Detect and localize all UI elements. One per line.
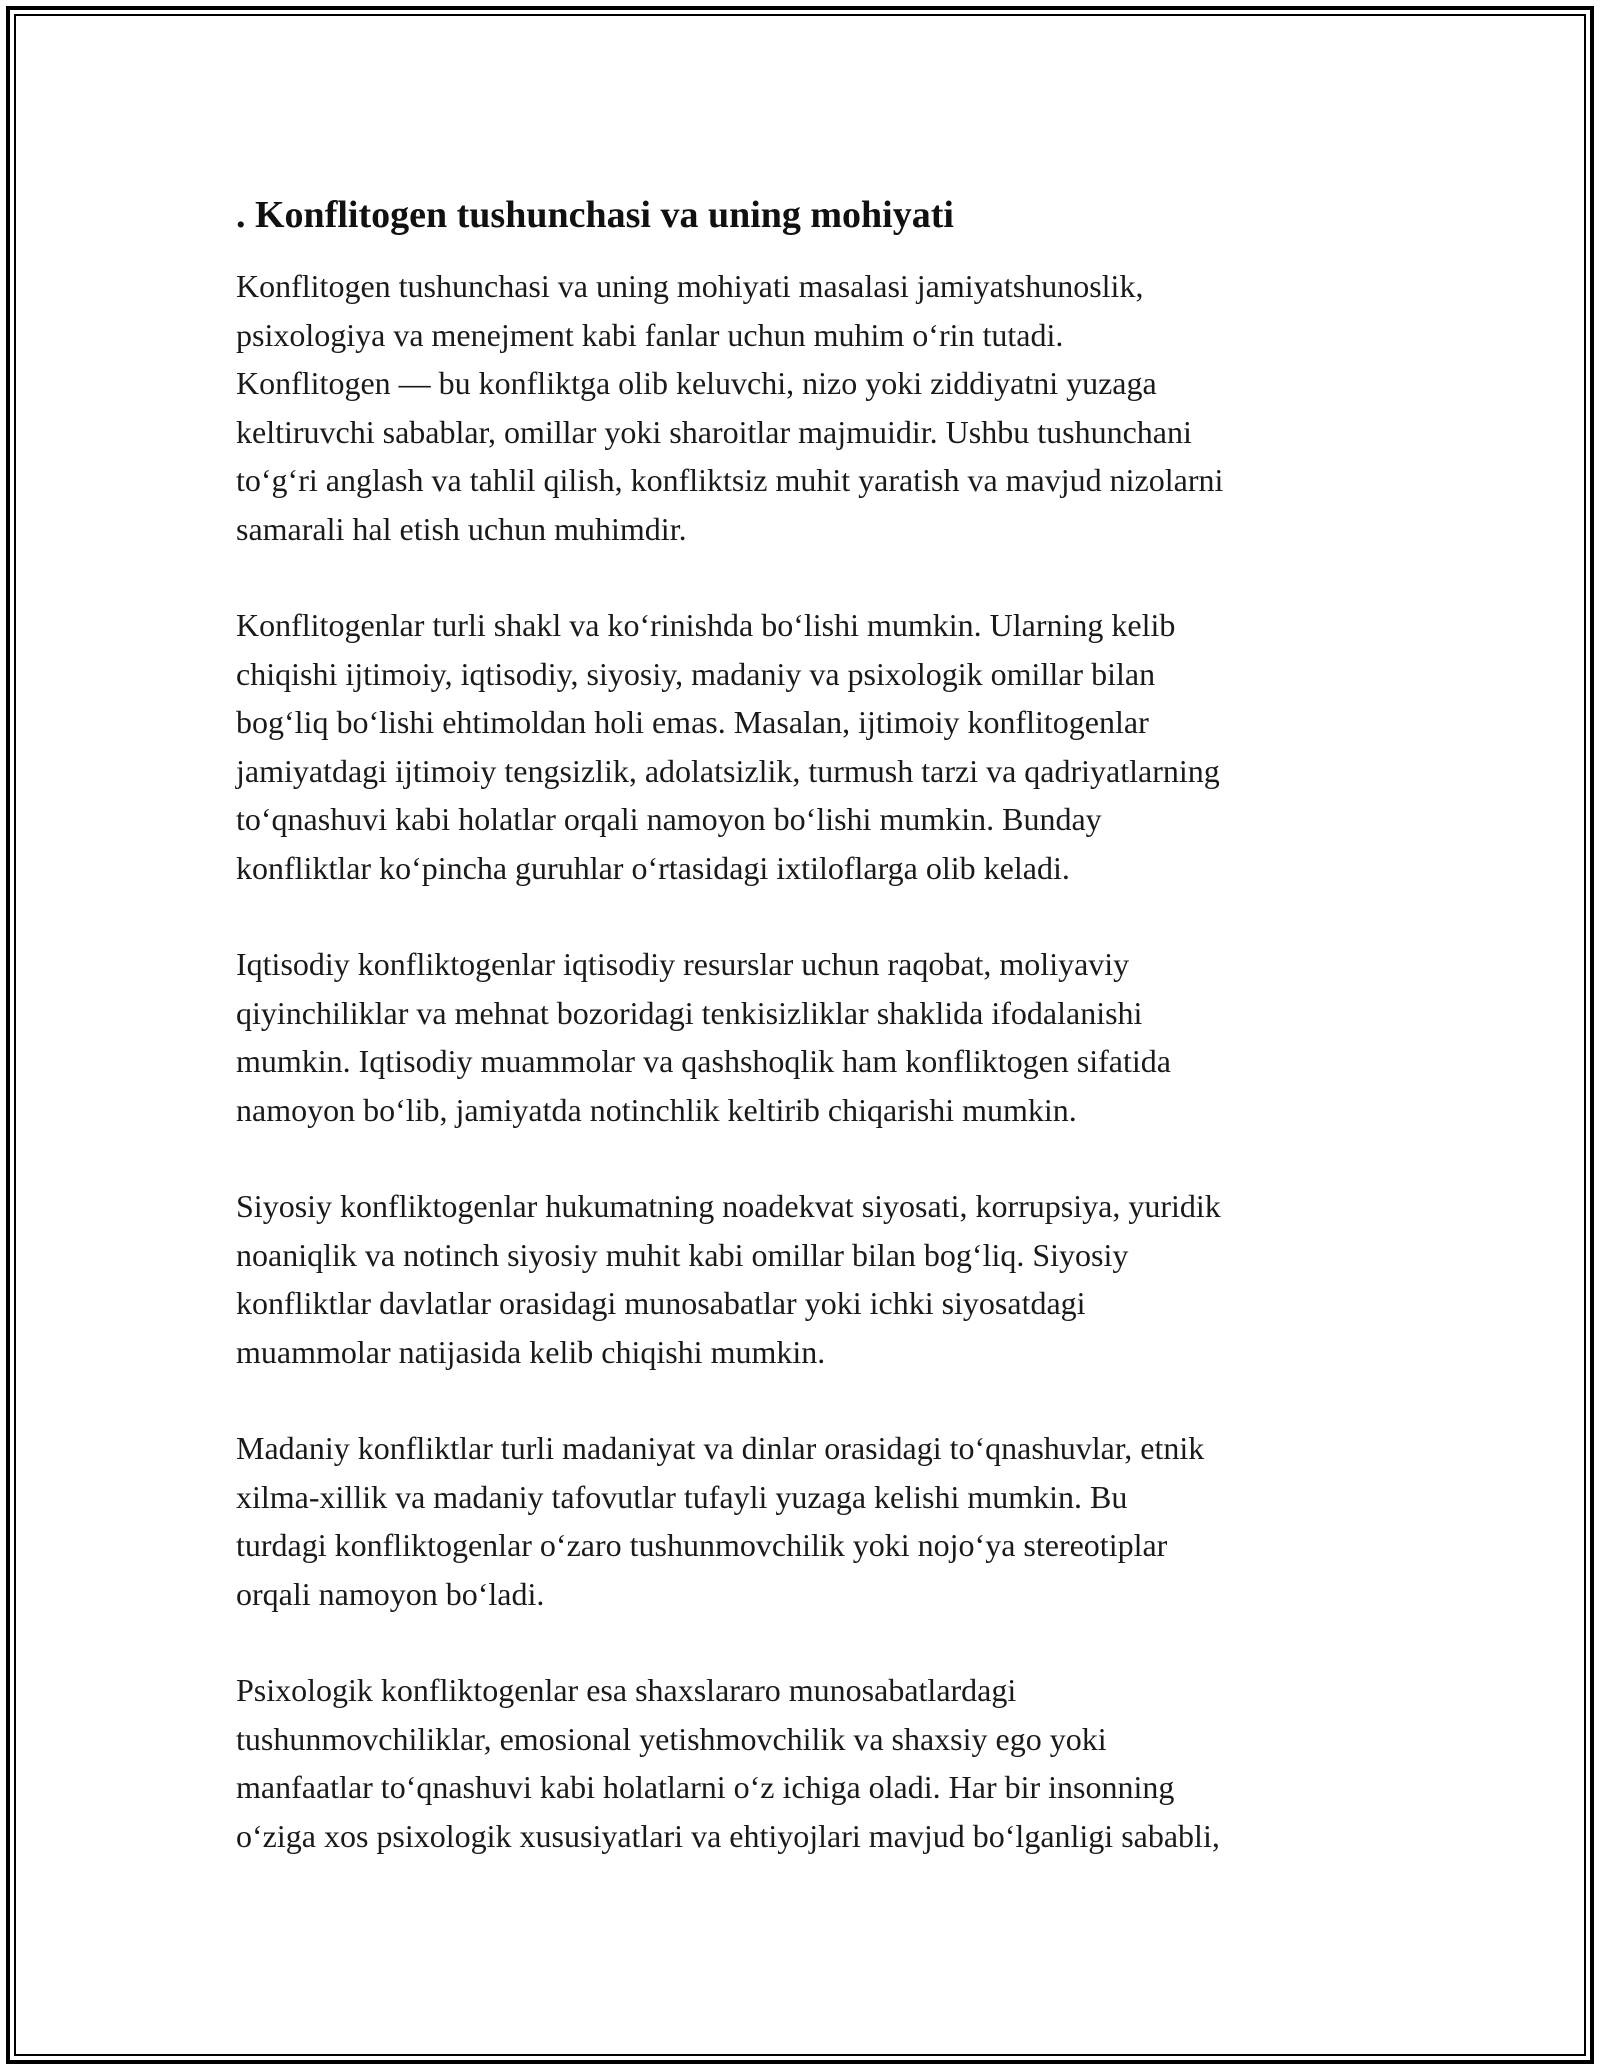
text-line: Madaniy konfliktlar turli madaniyat va dinlar orasidagi to‘qnashuvlar, etnik	[236, 1430, 1205, 1466]
text-line: namoyon bo‘lib, jamiyatda notinchlik keltirib chiqarishi mumkin.	[236, 1091, 1077, 1128]
text-line: qiyinchiliklar va mehnat bozoridagi tenkisizliklar shaklida ifodalanishi	[236, 994, 1143, 1031]
text-line: konfliktlar davlatlar orasidagi munosabatlar yoki ichki siyosatdagi	[236, 1285, 1086, 1321]
text-line: psixologiya va menejment kabi fanlar uchun muhim o‘rin tutadi.	[236, 316, 1064, 353]
text-line: tushunmovchiliklar, emosional yetishmovchilik va shaxsiy ego yoki	[236, 1720, 1107, 1757]
text-line: mumkin. Iqtisodiy muammolar va qashshoqlik ham konfliktogen sifatida	[236, 1043, 1171, 1079]
text-line: manfaatlar to‘qnashuvi kabi holatlarni o‘z ichiga oladi. Har bir insonning	[236, 1769, 1175, 1805]
paragraph-intro	[236, 262, 1386, 553]
paragraph-cultural	[236, 1424, 1386, 1618]
text-line: bog‘liq bo‘lishi ehtimoldan holi emas. Masalan, ijtimoiy konflitogenlar	[236, 704, 1149, 740]
text-line: keltiruvchi sabablar, omillar yoki sharoitlar majmuidir. Ushbu tushunchani	[236, 413, 1192, 450]
text-line: Konflitogenlar turli shakl va ko‘rinishda bo‘lishi mumkin. Ularning kelib	[236, 607, 1176, 643]
text-line: noaniqlik va notinch siyosiy muhit kabi omillar bilan bog‘liq. Siyosiy	[236, 1236, 1129, 1273]
section-heading: . Konflitogen tushunchasi va uning mohiyati	[236, 194, 954, 236]
text-line: xilma-xillik va madaniy tafovutlar tufayli yuzaga kelishi mumkin. Bu	[236, 1478, 1128, 1515]
text-line: samarali hal etish uchun muhimdir.	[236, 510, 687, 547]
text-line: jamiyatdagi ijtimoiy tengsizlik, adolatsizlik, turmush tarzi va qadriyatlarning	[236, 752, 1220, 789]
text-line: Siyosiy konfliktogenlar hukumatning noadekvat siyosati, korrupsiya, yuridik	[236, 1188, 1221, 1224]
text-line: chiqishi ijtimoiy, iqtisodiy, siyosiy, madaniy va psixologik omillar bilan	[236, 655, 1156, 692]
text-line: o‘ziga xos psixologik xususiyatlari va ehtiyojlari mavjud bo‘lganligi sababli,	[236, 1817, 1220, 1854]
paragraph-political	[236, 1182, 1386, 1376]
text-line: Iqtisodiy konfliktogenlar iqtisodiy resurslar uchun raqobat, moliyaviy	[236, 946, 1130, 982]
text-line: Konflitogen — bu konfliktga olib keluvchi, nizo yoki ziddiyatni yuzaga	[236, 365, 1157, 401]
text-line: konfliktlar ko‘pincha guruhlar o‘rtasidagi ixtiloflarga olib keladi.	[236, 849, 1070, 886]
text-line: to‘g‘ri anglash va tahlil qilish, konfliktsiz muhit yaratish va mavjud nizolarni	[236, 462, 1224, 498]
paragraph-types	[236, 601, 1386, 892]
text-line: Konflitogen tushunchasi va uning mohiyati masalasi jamiyatshunoslik,	[236, 268, 1144, 304]
text-line: orqali namoyon bo‘ladi.	[236, 1575, 545, 1612]
text-line: Psixologik konfliktogenlar esa shaxslararo munosabatlardagi	[236, 1672, 1017, 1708]
text-line: to‘qnashuvi kabi holatlar orqali namoyon bo‘lishi mumkin. Bunday	[236, 801, 1102, 837]
text-line: muammolar natijasida kelib chiqishi mumkin.	[236, 1333, 826, 1370]
paragraph-economic	[236, 940, 1386, 1134]
document-body	[236, 190, 1386, 1908]
text-line: turdagi konfliktogenlar o‘zaro tushunmovchilik yoki nojo‘ya stereotiplar	[236, 1527, 1168, 1563]
paragraph-psychological	[236, 1666, 1386, 1860]
